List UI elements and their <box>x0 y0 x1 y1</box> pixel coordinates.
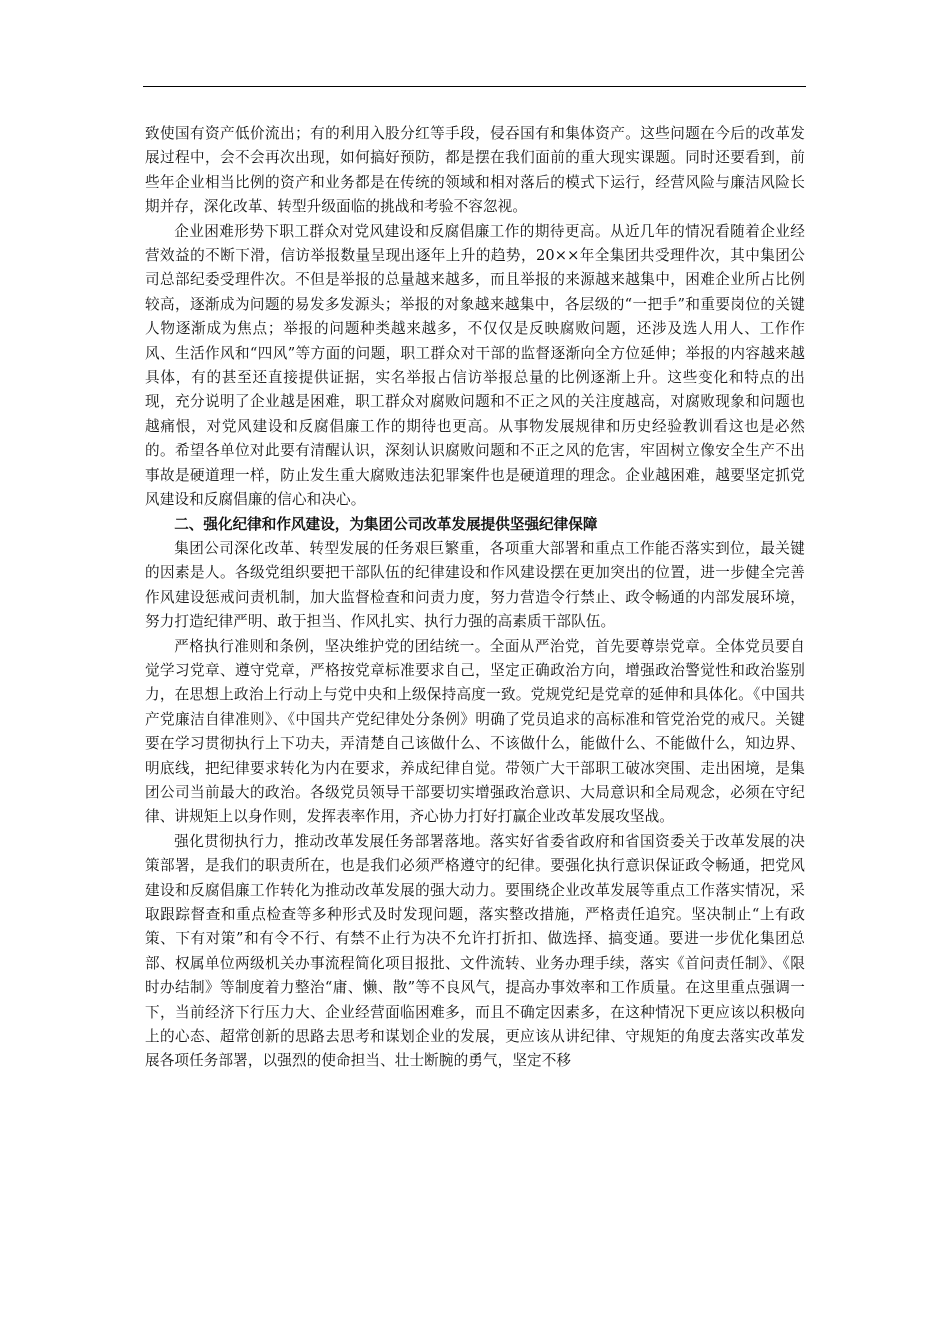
paragraph-party-rules: 严格执行准则和条例，坚决维护党的团结统一。全面从严治党，首先要尊崇党章。全体党员要自觉学习党章、遵守党章，严格按党章标准要求自己，坚定正确政治方向，增强政治警觉性和政治鉴别力，在思想上政治上行动上与党中央和上级保持高度一致。党规党纪是党章的延伸和具体化。《中国共产党廉洁自律准则》、《中国共产党纪律处分条例》明确了党员追求的高标准和管党治党的戒尺。关键要在学习贯彻执行上下功夫，弄清楚自己该做什么、不该做什么，能做什么、不能做什么，知边界、明底线，把纪律要求转化为内在要求，养成纪律自觉。带领广大干部职工破冰突围、走出困境，是集团公司当前最大的政治。各级党员领导干部要切实增强政治意识、大局意识和全局观念，必须在守纪律、讲规矩上以身作则，发挥表率作用，齐心协力打好打赢企业改革发展攻坚战。 <box>145 637 805 826</box>
document-body <box>145 122 805 1074</box>
paragraph-expectations: 企业困难形势下职工群众对党风建设和反腐倡廉工作的期待更高。从近几年的情况看随着企业经营效益的不断下滑，信访举报数量呈现出逐年上升的趋势，20××年全集团共受理件次，其中集团公司总部纪委受理件次。不但是举报的总量越来越多，而且举报的来源越来越集中，困难企业所占比例较高，逐渐成为问题的易发多发源头；举报的对象越来越集中，各层级的“一把手”和重要岗位的关键人物逐渐成为焦点；举报的问题种类越来越多，不仅仅是反映腐败问题，还涉及选人用人、工作作风、生活作风和“四风”等方面的问题，职工群众对干部的监督逐渐向全方位延伸；举报的内容越来越具体，有的甚至还直接提供证据，实名举报占信访举报总量的比例逐渐上升。这些变化和特点的出现，充分说明了企业越是困难，职工群众对腐败问题和不正之风的关注度越高，对腐败现象和问题也越痛恨，对党风建设和反腐倡廉工作的期待也更高。从事物发展规律和历史经验教训看这也是必然的。希望各单位对此要有清醒认识，深刻认识腐败问题和不正之风的危害，牢固树立像安全生产不出事故是硬道理一样，防止发生重大腐败违法犯罪案件也是硬道理的理念。企业越困难，越要坚定抓党风建设和反腐倡廉的信心和决心。 <box>145 222 805 509</box>
paragraph-execution: 强化贯彻执行力，推动改革发展任务部署落地。落实好省委省政府和省国资委关于改革发展的决策部署，是我们的职责所在，也是我们必须严格遵守的纪律。要强化执行意识保证政令畅通，把党风建设和反腐倡廉工作转化为推动改革发展的强大动力。要围绕企业改革发展等重点工作落实情况，采取跟踪督查和重点检查等多种形式及时发现问题，落实整改措施，严格责任追究。坚决制止“上有政策、下有对策”和有令不行、有禁不止行为决不允许打折扣、做选择、搞变通。要进一步优化集团总部、权属单位两级机关办事流程简化项目报批、文件流转、业务办理手续，落实《首问责任制》、《限时办结制》等制度着力整治“庸、懒、散”等不良风气，提高办事效率和工作质量。在这里重点强调一下，当前经济下行压力大、企业经营面临困难多，而且不确定因素多，在这种情况下更应该以积极向上的心态、超常创新的思路去思考和谋划企业的发展，更应该从讲纪律、守规矩的角度去落实改革发展各项任务部署，以强烈的使命担当、壮士断腕的勇气，坚定不移 <box>145 832 805 1070</box>
paragraph-continued: 致使国有资产低价流出；有的利用入股分红等手段，侵吞国有和集体资产。这些问题在今后的改革发展过程中，会不会再次出现，如何搞好预防，都是摆在我们面前的重大现实课题。同时还要看到，前些年企业相当比例的资产和业务都是在传统的领域和相对落后的模式下运行，经营风险与廉洁风险长期并存，深化改革、转型升级面临的挑战和考验不容忽视。 <box>145 125 805 216</box>
section-heading: 二、强化纪律和作风建设，为集团公司改革发展提供坚强纪律保障 <box>174 515 598 533</box>
header-rule <box>143 86 806 87</box>
paragraph-discipline-intro: 集团公司深化改革、转型发展的任务艰巨繁重，各项重大部署和重点工作能否落实到位，最关键的因素是人。各级党组织要把干部队伍的纪律建设和作风建设摆在更加突出的位置，进一步健全完善作风建设惩戒问责机制，加大监督检查和问责力度，努力营造令行禁止、政令畅通的内部发展环境，努力打造纪律严明、敢于担当、作风扎实、执行力强的高素质干部队伍。 <box>145 539 805 631</box>
